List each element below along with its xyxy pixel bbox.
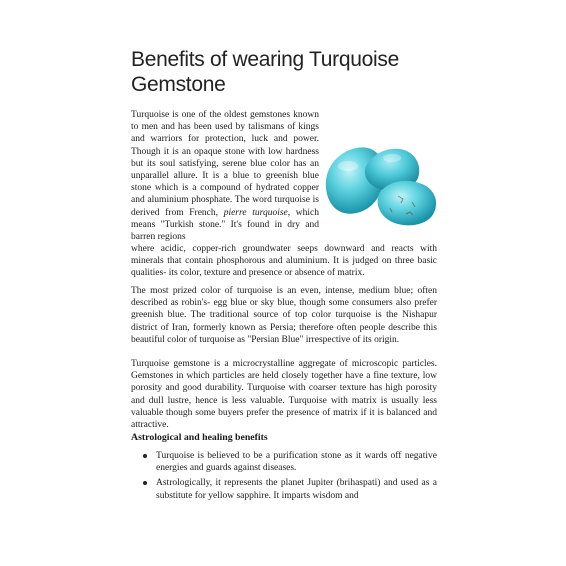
intro-paragraph bbox=[131, 109, 319, 243]
texture-paragraph: Turquoise gemstone is a microcrystalline aggregate of microscopic particles. Gemstones in which particles are held closely together have a fine texture, low porosity and good durability. Turquoise with coarser texture has high porosity and dull lustre, hence is less valuable. Turquoise with matrix is usually less valuable though some buyers prefer the presence of matrix if it is balanced and attractive. bbox=[131, 359, 437, 431]
list-item bbox=[141, 477, 437, 501]
section-heading: Astrological and healing benefits bbox=[131, 432, 268, 443]
turquoise-stones-image bbox=[320, 130, 442, 230]
bullet-icon bbox=[143, 481, 147, 485]
list-item bbox=[141, 450, 437, 474]
benefits-list bbox=[141, 450, 437, 505]
bullet-icon bbox=[143, 454, 147, 458]
intro-text-start: Turquoise is one of the oldest gemstones known to men and has been used by talismans of kings and warriors for protection, luck and power. Though it is an opaque stone with low hardness but its soul satisfying, serene blue color has an unparallel allure. It is a blue to greenish blue stone which is a compound of hydrated copper and aluminium phosphate. The word turquoise is derived from French, bbox=[131, 110, 319, 218]
page-title: Benefits of wearing Turquoise Gemstone bbox=[131, 48, 399, 96]
list-item-text: Turquoise is believed to be a purification stone as it wards off negative energies and guards against diseases. bbox=[156, 451, 437, 474]
intro-paragraph-continued: where acidic, copper-rich groundwater seeps downward and reacts with minerals that contain phosphorous and aluminium. It is judged on three basic qualities- its color, texture and presence or absence of matrix. bbox=[131, 244, 437, 279]
list-item-text: Astrologically, it represents the planet Jupiter (brihaspati) and used as a substitute for yellow sapphire. It imparts wisdom and bbox=[156, 478, 437, 501]
color-paragraph: The most prized color of turquoise is an even, intense, medium blue; often described as robin's- egg blue or sky blue, though some consumers also prefer greenish blue. The traditional source of top color turquoise is the Nishapur district of Iran, formerly known as Persia; therefore often people describe this beautiful color of turquoise as "Persian Blue" irrespective of its origin. bbox=[131, 286, 437, 345]
intro-text-end: which means "Turkish stone." It's found in dry and barren regions bbox=[131, 207, 319, 243]
intro-italic-term: pierre turquoise, bbox=[223, 207, 291, 218]
